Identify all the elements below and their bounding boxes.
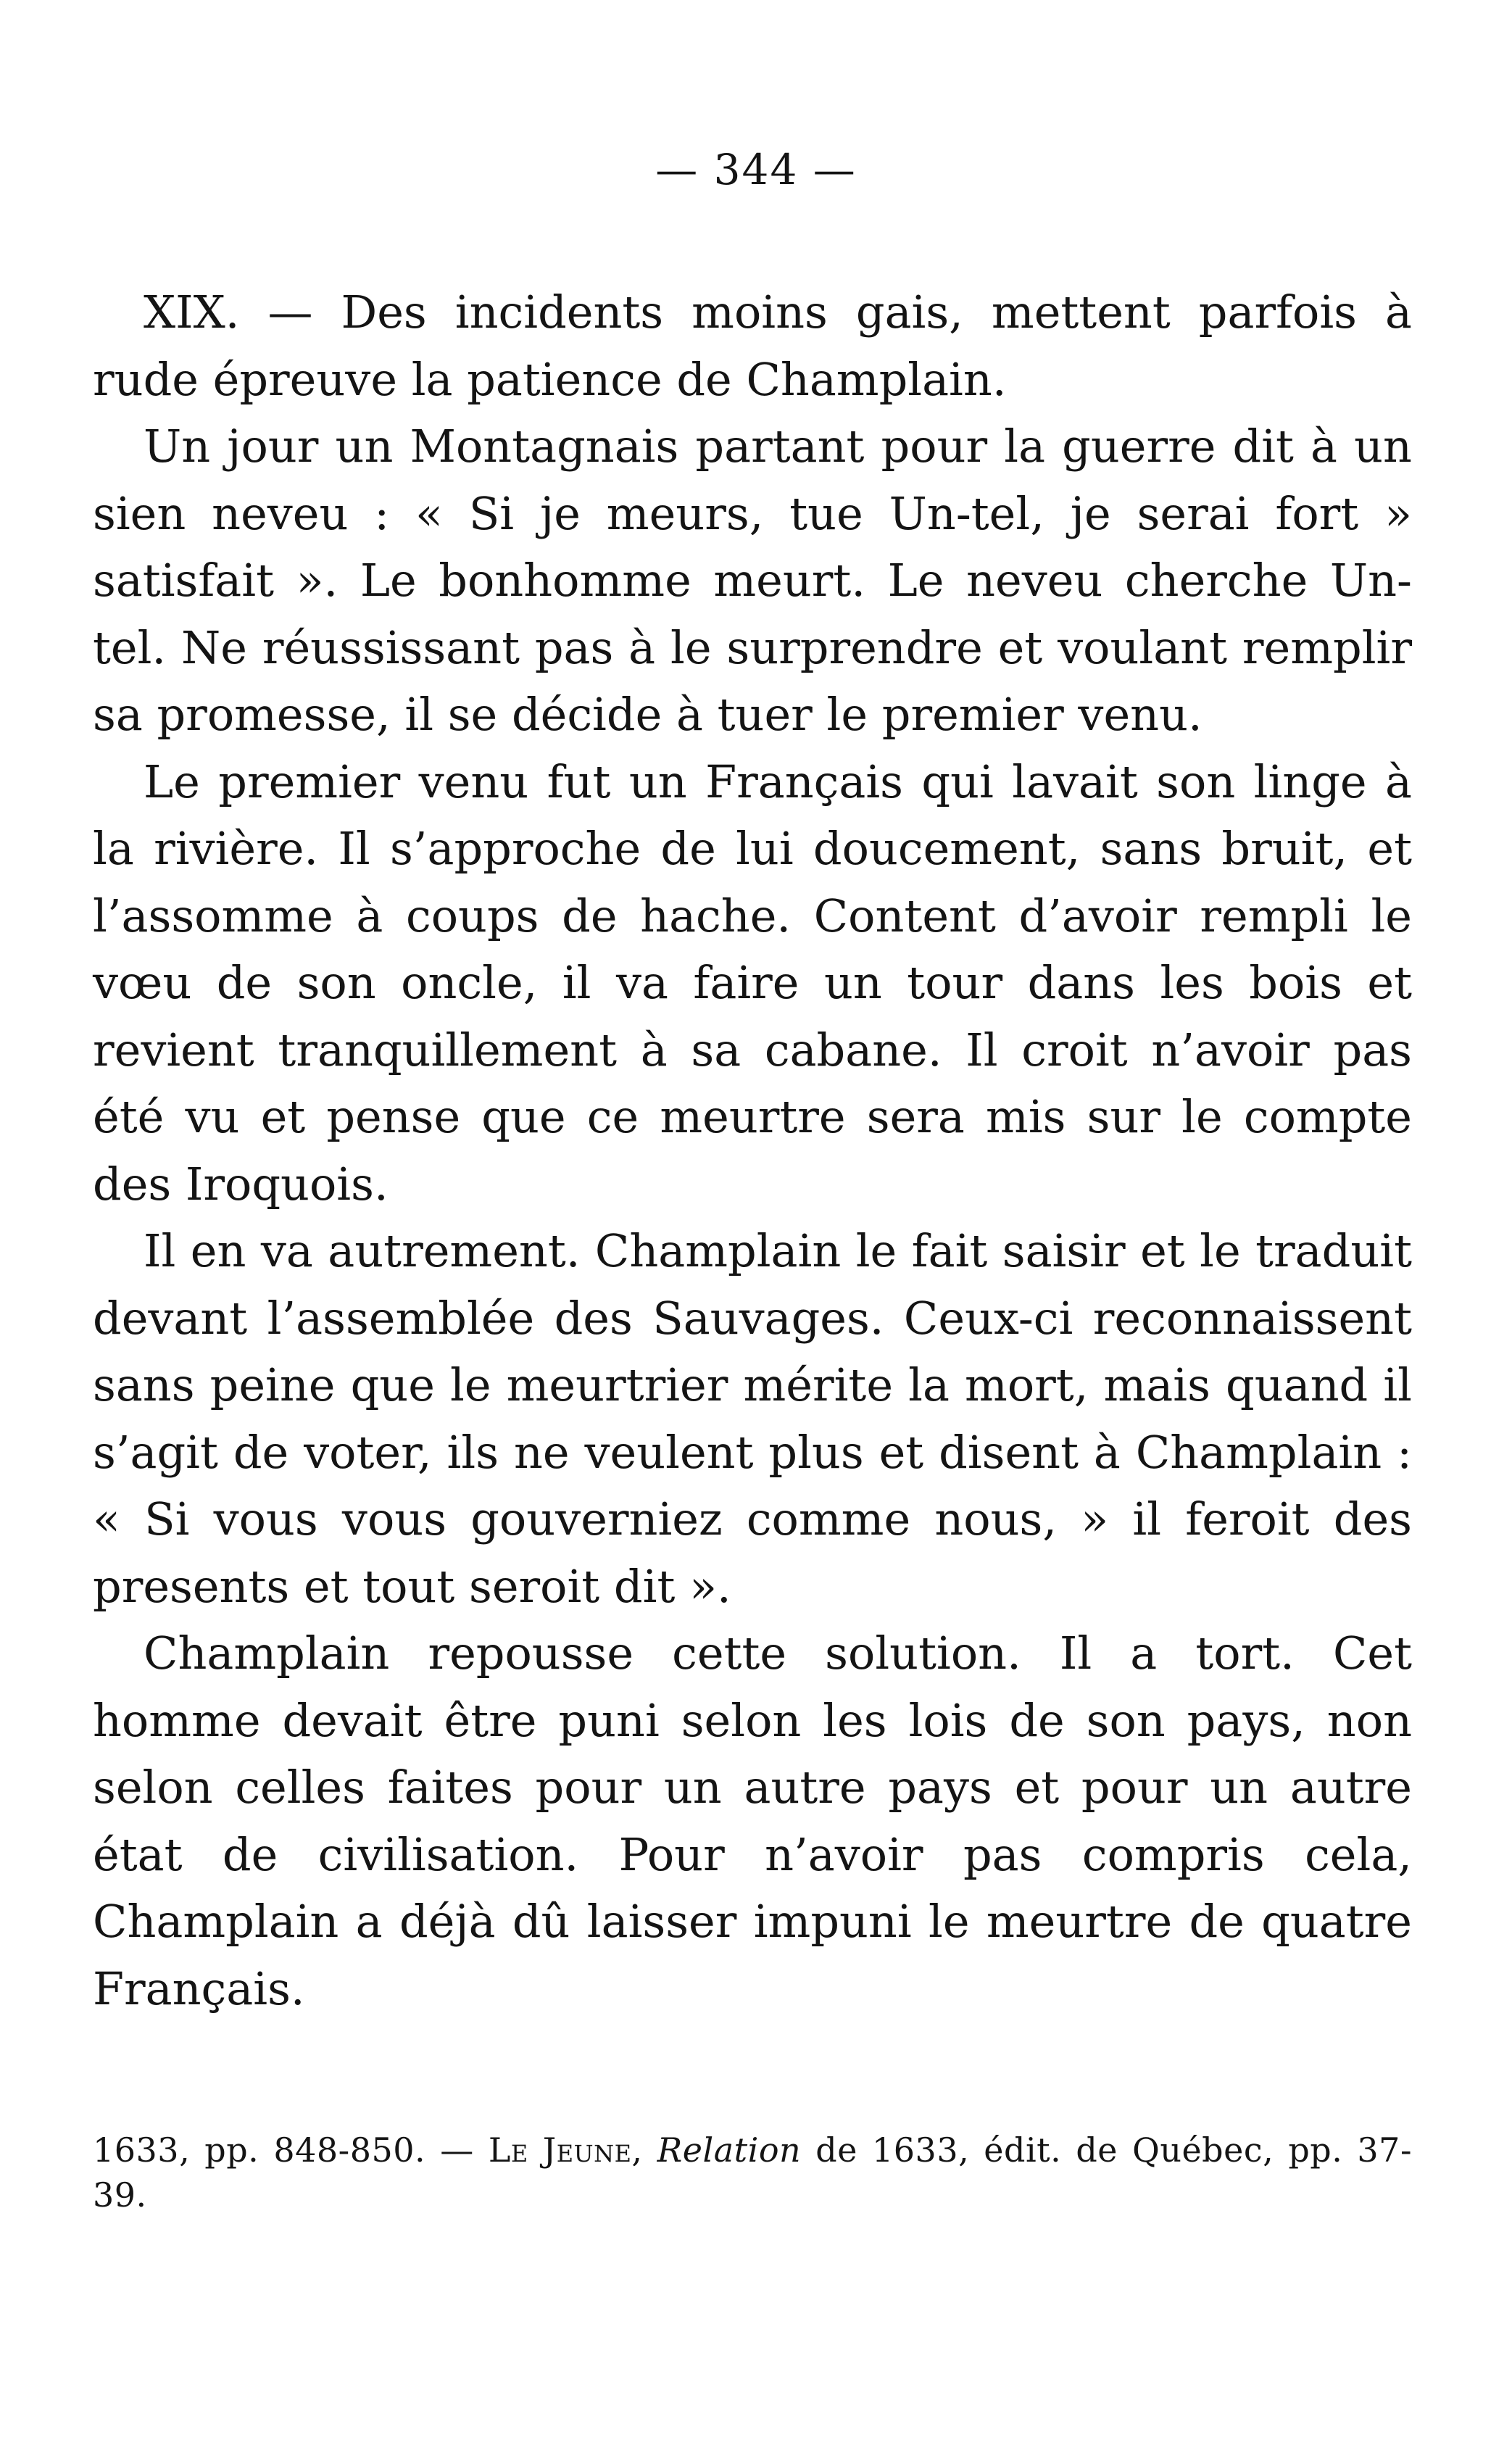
paragraph-premier-venu: Le premier venu fut un Français qui lavait son linge à la rivière. Il s’approche de lui doucement, sans bruit, et l’assomme à coups de hache. Content d’avoir rempli le vœu de son oncle, il va faire un tour dans les bois et revient tranquillement à sa cabane. Il croit n’avoir pas été vu et pense que ce meurtre sera mis sur le compte des Iroquois. — [93, 755, 1412, 1211]
page-number: — 344 — — [655, 145, 857, 194]
footnote — [93, 2128, 1412, 2217]
footnote-title: Relation — [657, 2130, 802, 2170]
paragraph-repousse: Champlain repousse cette solution. Il a tort. Cet homme devait être puni selon les lois de son pays, non selon celles faites pour un autre pays et pour un autre état de civilisation. Pour n’avoir pas compris cela, Champlain a déjà dû laisser impuni le meurtre de quatre Français. — [93, 1627, 1412, 2015]
footnote-rest: de 1633, édit. de Québec, pp. 37-39. — [93, 2130, 1412, 2215]
body-text — [93, 279, 1412, 2022]
footnote-author: Le Jeune, — [488, 2130, 643, 2170]
footnote-lead: 1633, pp. 848-850. — — [93, 2130, 489, 2170]
paragraph-autrement: Il en va autrement. Champlain le fait saisir et le traduit devant l’assemblée des Sauvages. Ceux-ci reconnaissent sans peine que le meurtrier mérite la mort, mais quand il s’agit de voter, ils ne veulent plus et disent à Champlain : « Si vous vous gouverniez comme nous, » il feroit des presents et tout seroit dit ». — [93, 1224, 1412, 1613]
paragraph-section-xix: XIX. — Des incidents moins gais, mettent parfois à rude épreuve la patience de Champlain. — [93, 286, 1412, 406]
paragraph-montagnais: Un jour un Montagnais partant pour la guerre dit à un sien neveu : « Si je meurs, tue Un-tel, je serai fort » satisfait ». Le bonhomme meurt. Le neveu cherche Un-tel. Ne réussissant pas à le surprendre et voulant remplir sa promesse, il se décide à tuer le premier venu. — [93, 420, 1412, 741]
